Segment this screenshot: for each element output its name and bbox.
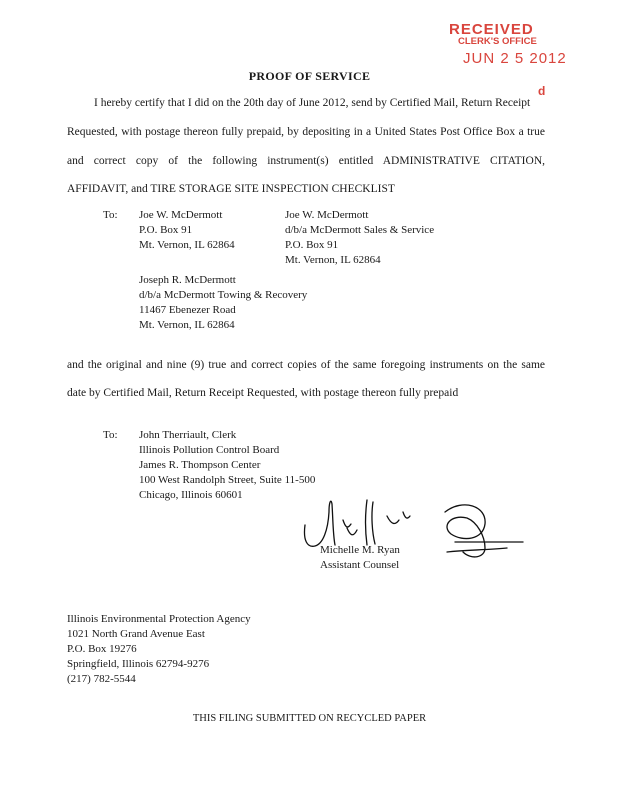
address-line: d/b/a McDermott Towing & Recovery: [139, 289, 308, 301]
body-line-3: and correct copy of the following instrument(s) entitled ADMINISTRATIVE CITATION,: [67, 155, 545, 167]
address-line: 1021 North Grand Avenue East: [67, 628, 205, 640]
signer-name: Michelle M. Ryan: [320, 544, 400, 556]
stamp-date: JUN 2 5 2012: [463, 50, 567, 67]
stamp-office: CLERK'S OFFICE: [458, 36, 537, 47]
recipient-c: [139, 273, 307, 333]
recipient-a: [139, 208, 235, 253]
agency-address: [67, 612, 251, 687]
address-line: John Therriault, Clerk: [139, 429, 237, 441]
address-line: P.O. Box 19276: [67, 643, 137, 655]
address-line: P.O. Box 91: [285, 239, 339, 251]
address-line: Joe W. McDermott: [139, 209, 223, 221]
address-line: Joseph R. McDermott: [139, 274, 236, 286]
received-stamp: RECEIVED: [449, 21, 534, 38]
body-line-2: Requested, with postage thereon fully prepaid, by depositing in a United States Post Office Box a true: [67, 126, 545, 138]
body2-line-2: date by Certified Mail, Return Receipt Requested, with postage thereon fully prepaid: [67, 387, 459, 399]
to-label: To:: [103, 209, 118, 221]
address-line: Springfield, Illinois 62794-9276: [67, 658, 210, 670]
recipient-b: [285, 208, 434, 268]
signer-block: [320, 543, 400, 573]
address-line: James R. Thompson Center: [139, 459, 261, 471]
page-title: PROOF OF SERVICE: [248, 69, 371, 83]
body2-line-1: and the original and nine (9) true and correct copies of the same foregoing instruments on the same: [67, 359, 545, 371]
address-line: 100 West Randolph Street, Suite 11-500: [139, 474, 316, 486]
address-line: Illinois Environmental Protection Agency: [67, 613, 251, 625]
address-line: Joe W. McDermott: [285, 209, 369, 221]
body-line-4: AFFIDAVIT, and TIRE STORAGE SITE INSPECTION CHECKLIST: [67, 183, 395, 195]
address-line: Mt. Vernon, IL 62864: [139, 319, 235, 331]
address-line: d/b/a McDermott Sales & Service: [285, 224, 435, 236]
address-line: Chicago, Illinois 60601: [139, 489, 243, 501]
address-line: (217) 782-5544: [67, 673, 136, 685]
clerk-address: [139, 428, 315, 503]
address-line: Illinois Pollution Control Board: [139, 444, 280, 456]
address-line: Mt. Vernon, IL 62864: [139, 239, 235, 251]
address-line: 11467 Ebenezer Road: [139, 304, 236, 316]
body-line-1: I hereby certify that I did on the 20th day of June 2012, send by Certified Mail, Return Receipt: [94, 97, 531, 109]
recycled-paper-footer: THIS FILING SUBMITTED ON RECYCLED PAPER: [192, 713, 427, 724]
address-line: P.O. Box 91: [139, 224, 193, 236]
address-line: Mt. Vernon, IL 62864: [285, 254, 381, 266]
clerk-to-label: To:: [103, 429, 118, 441]
stamp-mark: d: [538, 84, 546, 98]
signer-title: Assistant Counsel: [320, 559, 400, 571]
